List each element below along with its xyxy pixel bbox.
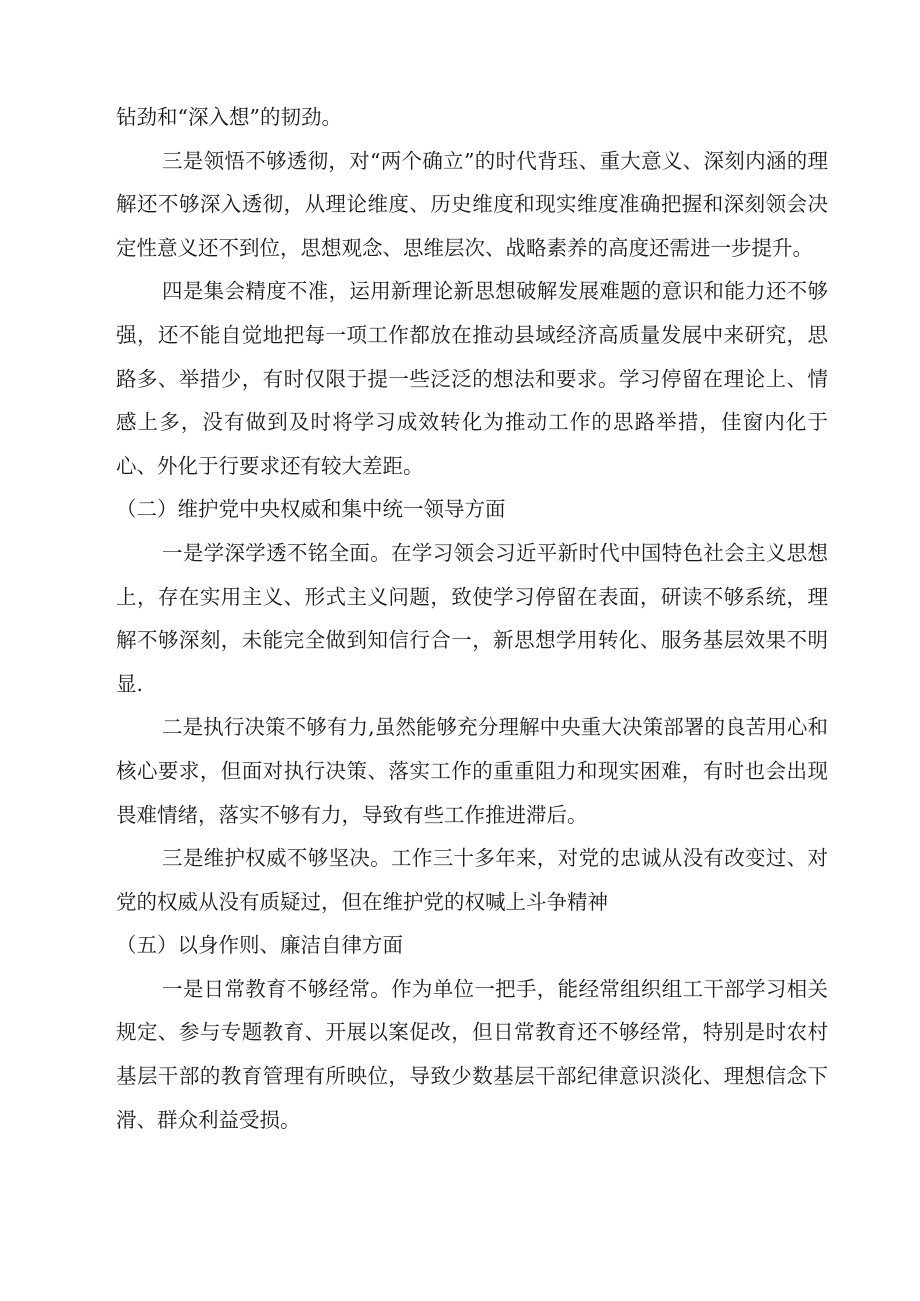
document-body: [116, 96, 828, 1142]
section-heading-five: （五）以身作则、廉洁自律方面: [116, 933, 403, 958]
paragraph-study: 一是学深学透不铭全面。在学习领会习近平新时代中国特色社会主义思想上，存在实用主义、形式主义问题，致使学习停留在表面，研读不够系统，理解不够深刻，未能完全做到知信行合一，新思想学用转化、服务基层效果不明显.: [116, 540, 828, 696]
paragraph-precision: 四是集会精度不准，运用新理论新思想破解发展难题的意识和能力还不够强，还不能自觉地把每一项工作都放在推动县域经济高质量发展中来研究，思路多、举措少，有时仅限于提一些泛泛的想法和要求。学习停留在理论上、情感上多，没有做到及时将学习成效转化为推动工作的思路举措，佳窗内化于心、外化于行要求还有较大差距。: [116, 279, 828, 478]
section-heading-two: （二）维护党中央权威和集中统一领导方面: [116, 497, 506, 522]
paragraph-authority: 三是维护权威不够坚决。工作三十多年来，对党的忠诚从没有改变过、对党的权威从没有质疑过，但在维护党的权喊上斗争精神: [116, 846, 828, 914]
paragraph-continuation: 钻劲和“深入想”的韧劲。: [116, 105, 342, 129]
paragraph-insight: 三是领悟不够透彻，对“两个确立”的时代背珏、重大意义、深刻内涵的理解还不够深入透彻，从理论维度、历史维度和现实维度准确把握和深刻领会决定性意义还不到位，思想观念、思维层次、战略素养的高度还需进一步提升。: [116, 148, 828, 260]
paragraph-execution: 二是执行决策不够有力,虽然能够充分理解中央重大决策部署的良苦用心和核心要求，但面对执行决策、落实工作的重重阻力和现实困难，有时也会出现畏难情绪，落实不够有力，导致有些工作推进滞后。: [116, 715, 828, 827]
paragraph-education: 一是日常教育不够经常。作为单位一把手，能经常组织组工干部学习相关规定、参与专题教育、开展以案促改，但日常教育还不够经常，特别是时农村基层干部的教育管理有所映位，导致少数基层干部纪律意识淡化、理想信念下滑、群众利益受损。: [116, 976, 828, 1132]
